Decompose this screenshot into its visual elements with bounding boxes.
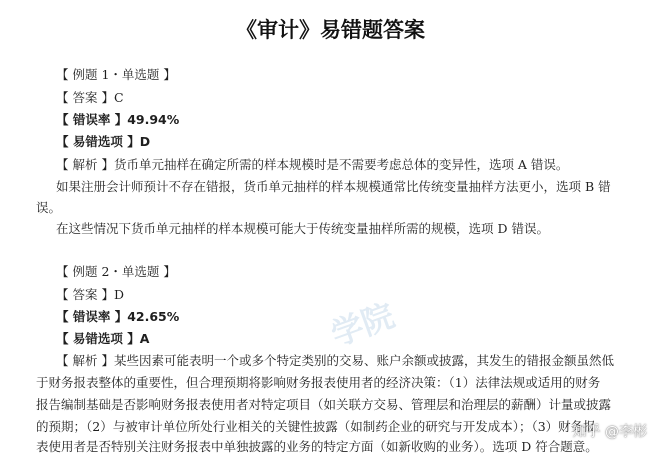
- q1-header: 【 例题 1・单选题 】: [56, 67, 176, 82]
- q2-wrong-option: 【 易错选项 】A: [56, 331, 150, 346]
- q1-analysis-line-2: 如果注册会计师预计不存在错报，货币单元抽样的样本规模通常比传统变量抽样方法更小，选项 B 错: [56, 179, 611, 194]
- q1-wrong-option: 【 易错选项 】D: [56, 134, 151, 149]
- q2-analysis-line-1: 【 解析 】某些因素可能表明一个或多个特定类别的交易、账户余额或披露，其发生的错报金额虽然低: [56, 353, 614, 368]
- credit-watermark: 知乎 @李彬: [572, 424, 647, 440]
- q1-analysis-line-1: 【 解析 】货币单元抽样在确定所需的样本规模时是不需要考虑总体的变异性，选项 A 错误。: [56, 157, 569, 172]
- watermark: 学院: [326, 296, 400, 354]
- q2-header: 【 例题 2・单选题 】: [56, 264, 176, 279]
- q1-analysis-line-3: 误。: [36, 200, 62, 215]
- document-title: 《审计》易错题答案: [236, 18, 425, 42]
- q2-analysis-line-3: 报告编制基础是否影响财务报表使用者对特定项目（如关联方交易、管理层和治理层的薪酬）计量或披露: [36, 397, 612, 412]
- q2-error-rate: 【 错误率 】42.65%: [56, 309, 180, 324]
- q1-analysis-line-4: 在这些情况下货币单元抽样的样本规模可能大于传统变量抽样所需的规模，选项 D 错误。: [56, 221, 549, 236]
- q2-answer: 【 答案 】D: [56, 287, 124, 302]
- q1-answer: 【 答案 】C: [56, 90, 124, 105]
- q2-analysis-line-4: 的预期；（2）与被审计单位所处行业相关的关键性披露（如制药企业的研究与开发成本）；（3）财务报: [36, 419, 596, 434]
- q2-analysis-line-2: 于财务报表整体的重要性，但合理预期将影响财务报表使用者的经济决策：（1）法律法规或适用的财务: [36, 375, 601, 390]
- q2-analysis-line-5: 表使用者是否特别关注财务报表中单独披露的业务的特定方面（如新收购的业务）。选项 D 符合题意。: [36, 439, 598, 454]
- q1-error-rate: 【 错误率 】49.94%: [56, 112, 180, 127]
